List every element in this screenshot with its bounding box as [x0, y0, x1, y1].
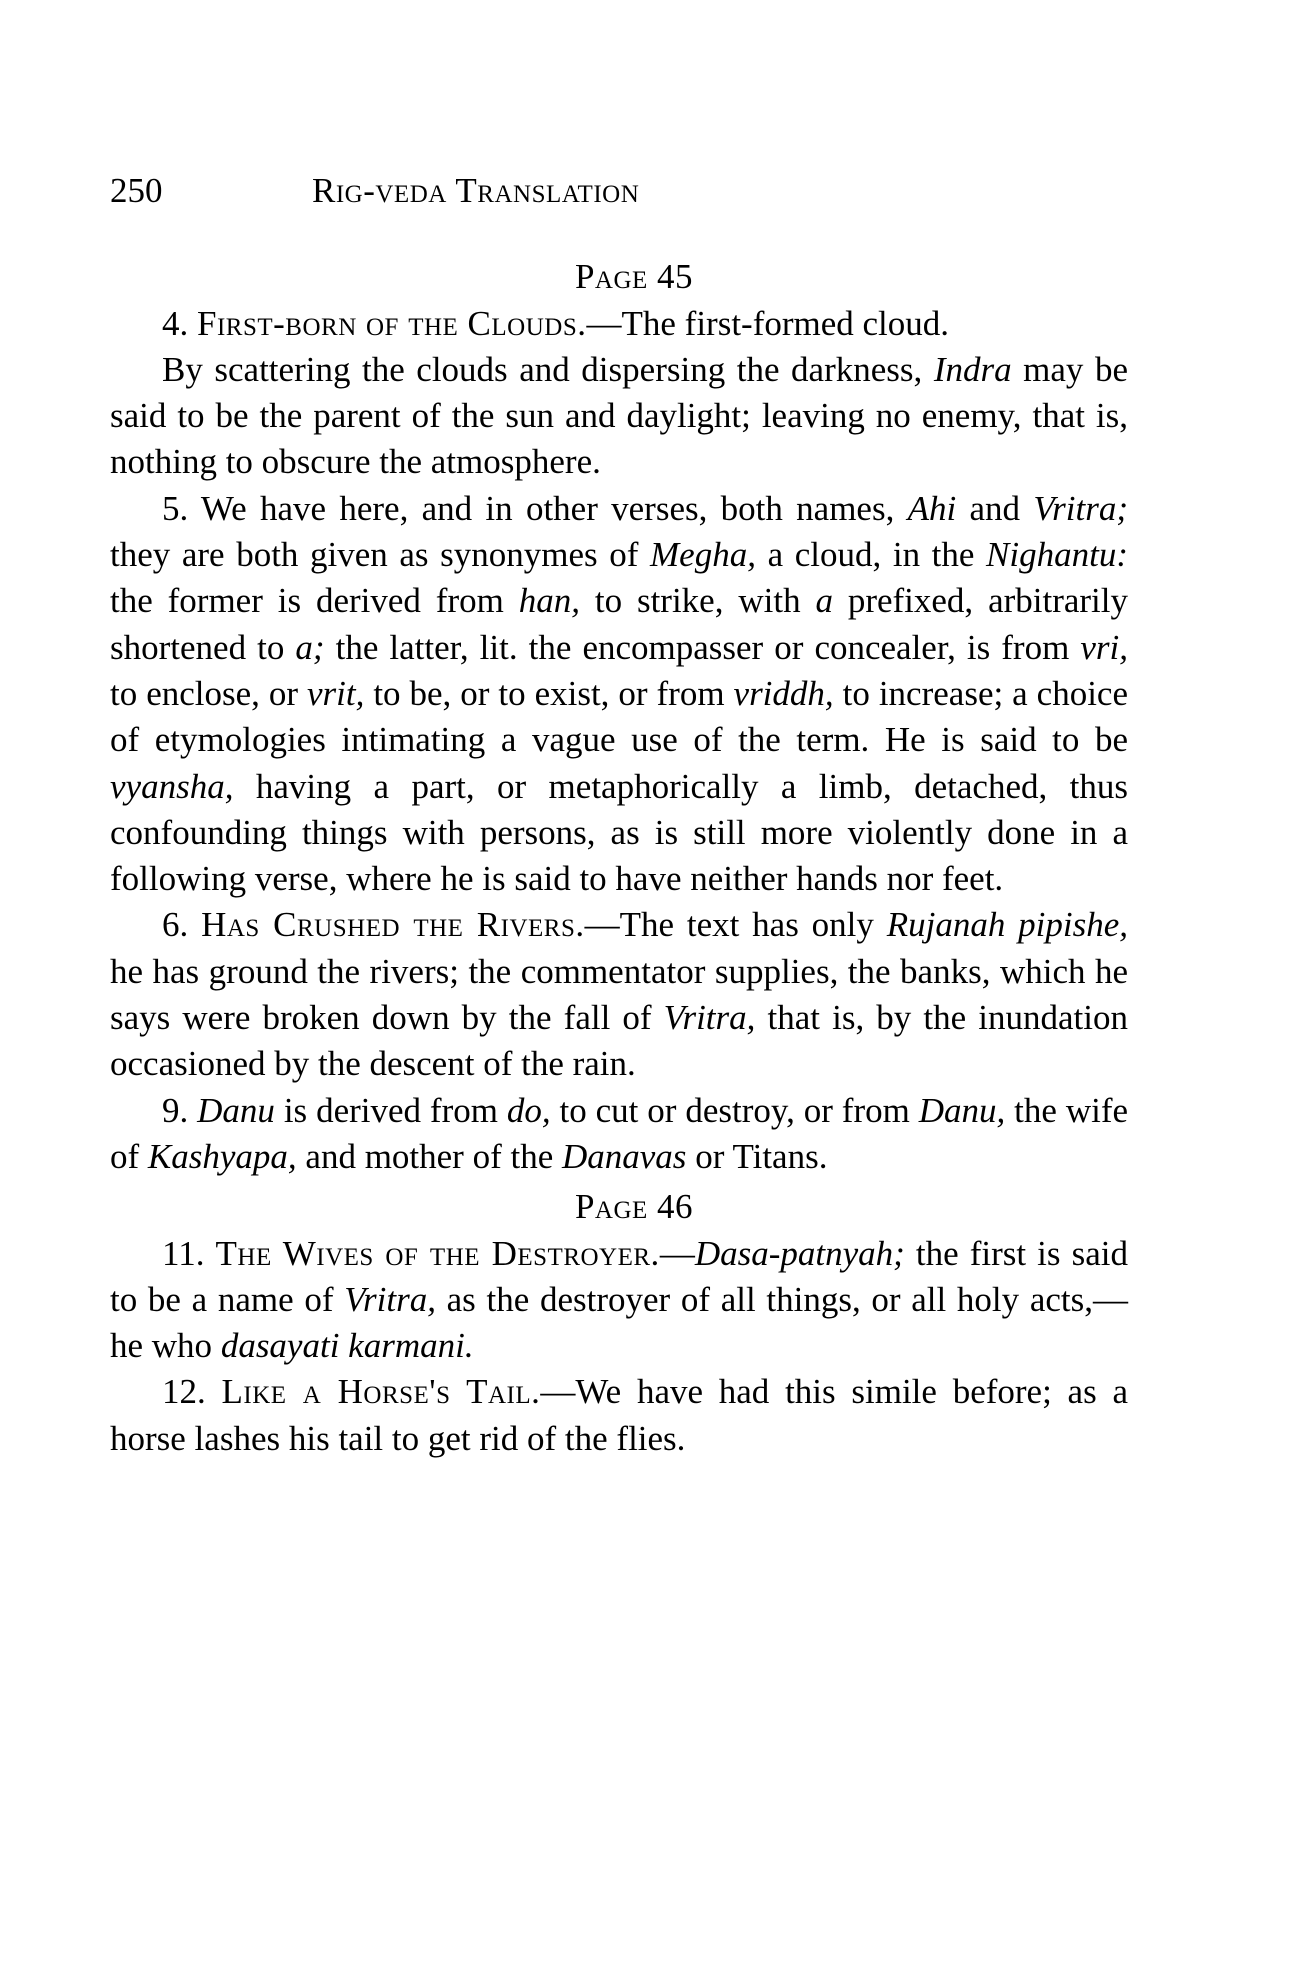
note-lead: Like a Horse's Tail. — [221, 1372, 541, 1412]
section-heading-page-46: Page 46 — [574, 1187, 694, 1227]
note-11: 11. The Wives of the Destroyer.—Dasa-patnyah; the first is said to be a name of Vritra, as the destroyer of all things, or all holy acts,—he who dasayati karmani. — [110, 1233, 1129, 1366]
note-lead: The Wives of the Destroyer. — [215, 1233, 660, 1273]
running-title: Rig-veda Translation — [312, 171, 640, 210]
note-9: 9. Danu is derived from do, to cut or destroy, or from Danu, the wife of Kashyapa, and mother of the Danavas or Titans. — [110, 1090, 1129, 1176]
note-lead: Has Crushed the Rivers. — [201, 905, 585, 945]
page-number: 250 — [110, 171, 163, 210]
section-heading-page-45: Page 45 — [574, 257, 694, 297]
note-4: 4. First-born of the Clouds.—The first-formed cloud. — [162, 303, 950, 343]
note-5: 5. We have here, and in other verses, both names, Ahi and Vritra; they are both given as synonymes of Megha, a cloud, in the Nighantu: the former is derived from han, to strike, with a prefixed, arbitrarily shortened to a; the latter, lit. the encompasser or concealer, is from vri, to enclose, or vrit, to be, or to exist, or from vriddh, to increase; a choice of etymologies intimating a vague use of the term. He is said to be vyansha, having a part, or metaphorically a limb, detached, thus confounding things with persons, as is still more violently done in a following verse, where he is said to have neither hands nor feet. — [110, 488, 1128, 899]
note-6: 6. Has Crushed the Rivers.—The text has only Rujanah pipishe, he has ground the rivers; the commentator supplies, the banks, which he says were broken down by the fall of Vritra, that is, by the inundation occasioned by the descent of the rain. — [110, 905, 1129, 1084]
note-4-continuation: By scattering the clouds and dispersing the darkness, Indra may be said to be the parent of the sun and daylight; leaving no enemy, that is, nothing to obscure the atmosphere. — [110, 349, 1128, 482]
note-12: 12. Like a Horse's Tail.—We have had this simile before; as a horse lashes his tail to get rid of the flies. — [110, 1372, 1129, 1458]
running-header — [110, 168, 1128, 214]
note-lead: First-born of the Clouds. — [197, 303, 587, 343]
